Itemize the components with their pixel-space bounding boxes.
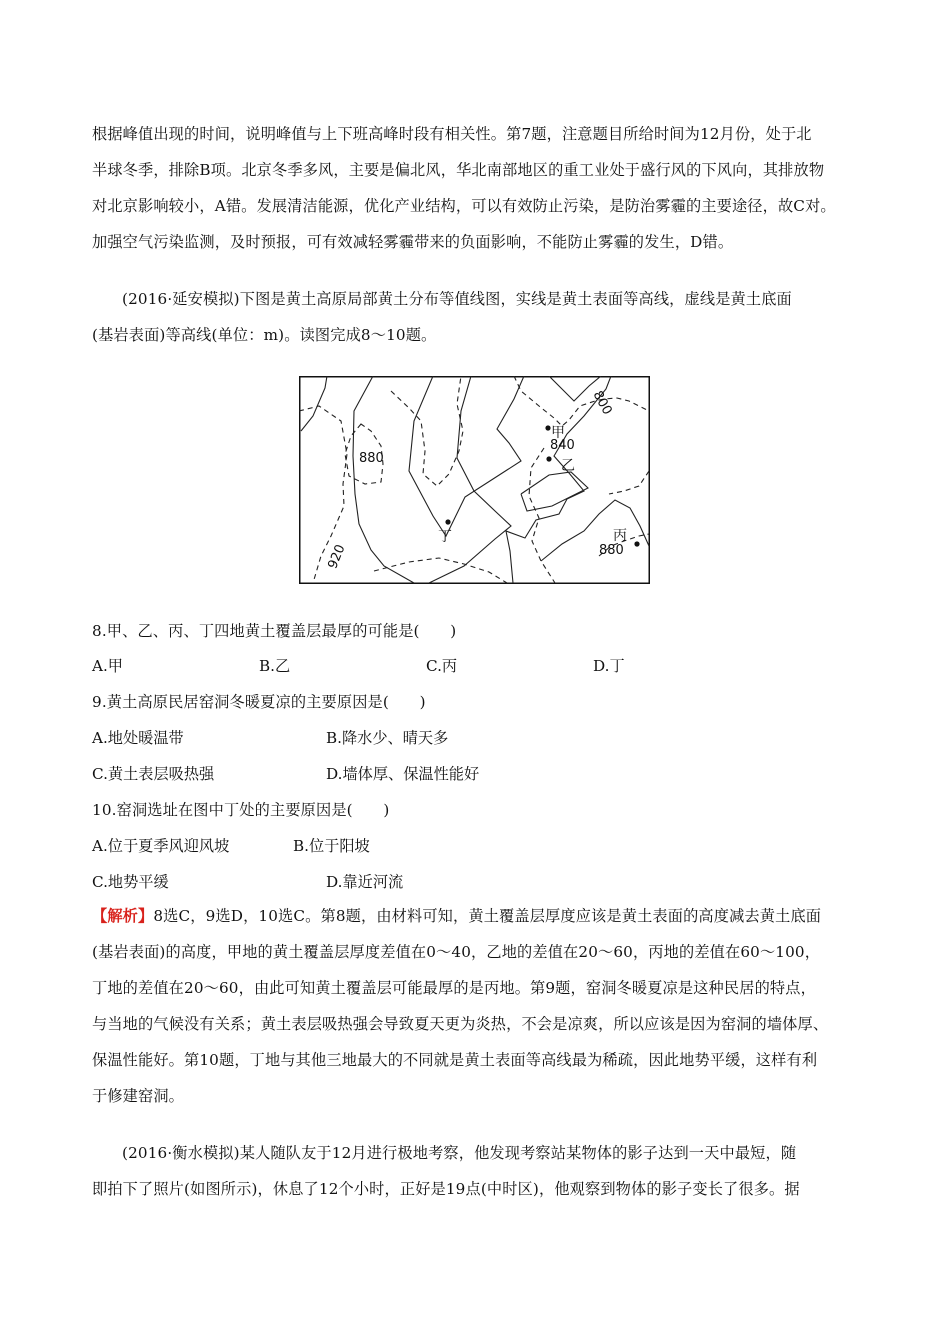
label-contour-880-right: 880 bbox=[599, 543, 624, 558]
label-contour-800: 800 bbox=[589, 388, 615, 418]
next-intro-line-1: (2016·衡水模拟)某人随队友于12月进行极地考察，他发现考察站某物体的影子达到一天中最短，随 bbox=[122, 1144, 797, 1162]
q9-option-d: D.墙体厚、保温性能好 bbox=[326, 765, 480, 783]
label-yi: 乙 bbox=[561, 458, 575, 474]
q10-stem: 10.窑洞选址在图中丁处的主要原因是( ) bbox=[92, 801, 390, 819]
analysis-line-2: (基岩表面)的高度，甲地的黄土覆盖层厚度差值在0～40，乙地的差值在20～60，丙地的差值在60～100， bbox=[92, 943, 821, 961]
q9-option-c: C.黄土表层吸热强 bbox=[92, 765, 215, 783]
analysis-line-5: 保温性能好。第10题，丁地与其他三地最大的不同就是黄土表面等高线最为稀疏，因此地势平缓，这样有利 bbox=[92, 1051, 818, 1069]
analysis-tag: 【解析】 bbox=[92, 907, 154, 925]
analysis-line-4: 与当地的气候没有关系；黄土表层吸热强会导致夏天更为炎热，不会是凉爽，所以应该是因为窑洞的墙体厚、 bbox=[92, 1015, 829, 1033]
prev-solution-line-3: 对北京影响较小，A错。发展清洁能源，优化产业结构，可以有效防止污染，是防治雾霾的主要途径，故C对。 bbox=[92, 197, 836, 215]
point-ding bbox=[445, 519, 450, 524]
q10-option-a: A.位于夏季风迎风坡 bbox=[92, 837, 230, 855]
intro-line-2: (基岩表面)等高线(单位：m)。读图完成8～10题。 bbox=[92, 326, 437, 344]
q8-option-c: C.丙 bbox=[426, 657, 458, 675]
point-jia bbox=[545, 425, 550, 430]
q8-option-d: D.丁 bbox=[593, 657, 625, 675]
label-bing: 丙 bbox=[613, 528, 627, 544]
q10-option-b: B.位于阳坡 bbox=[293, 837, 370, 855]
analysis-line-3: 丁地的差值在20～60，由此可知黄土覆盖层可能最厚的是丙地。第9题，窑洞冬暖夏凉是这种民居的特点， bbox=[92, 979, 816, 997]
label-contour-880-left: 880 bbox=[359, 451, 384, 466]
q9-option-a: A.地处暖温带 bbox=[92, 729, 184, 747]
q9-option-b: B.降水少、晴天多 bbox=[326, 729, 449, 747]
point-bing bbox=[634, 541, 639, 546]
prev-solution-line-2: 半球冬季，排除B项。北京冬季多风，主要是偏北风，华北南部地区的重工业处于盛行风的下风向，其排放物 bbox=[92, 161, 825, 179]
contour-map-svg bbox=[299, 376, 650, 584]
label-contour-920: 920 bbox=[325, 542, 349, 572]
prev-solution-line-4: 加强空气污染监测，及时预报，可有效减轻雾霾带来的负面影响，不能防止雾霾的发生，D错。 bbox=[92, 233, 734, 251]
analysis-first-text: 8选C，9选D，10选C。第8题，由材料可知，黄土覆盖层厚度应该是黄土表面的高度减去黄土底面 bbox=[153, 907, 822, 925]
q8-stem: 8.甲、乙、丙、丁四地黄土覆盖层最厚的可能是( ) bbox=[92, 622, 457, 640]
q8-option-b: B.乙 bbox=[259, 657, 291, 675]
loess-contour-map bbox=[299, 376, 650, 584]
q10-option-d: D.靠近河流 bbox=[326, 873, 404, 891]
analysis-line-1 bbox=[92, 906, 821, 926]
q10-option-c: C.地势平缓 bbox=[92, 873, 169, 891]
q8-option-a: A.甲 bbox=[92, 657, 123, 675]
q9-stem: 9.黄土高原民居窑洞冬暖夏凉的主要原因是( ) bbox=[92, 693, 426, 711]
intro-line-1: (2016·延安模拟)下图是黄土高原局部黄土分布等值线图，实线是黄土表面等高线，虚线是黄土底面 bbox=[122, 290, 792, 308]
label-contour-840: 840 bbox=[550, 438, 575, 453]
point-yi bbox=[546, 456, 551, 461]
label-jia: 甲 bbox=[551, 425, 565, 441]
label-ding: 丁 bbox=[438, 529, 452, 545]
next-intro-line-2: 即拍下了照片(如图所示)，休息了12个小时，正好是19点(中时区)，他观察到物体的影子变长了很多。据 bbox=[92, 1180, 800, 1198]
prev-solution-line-1: 根据峰值出现的时间，说明峰值与上下班高峰时段有相关性。第7题，注意题目所给时间为12月份，处于北 bbox=[92, 125, 812, 143]
analysis-line-6: 于修建窑洞。 bbox=[92, 1087, 185, 1105]
